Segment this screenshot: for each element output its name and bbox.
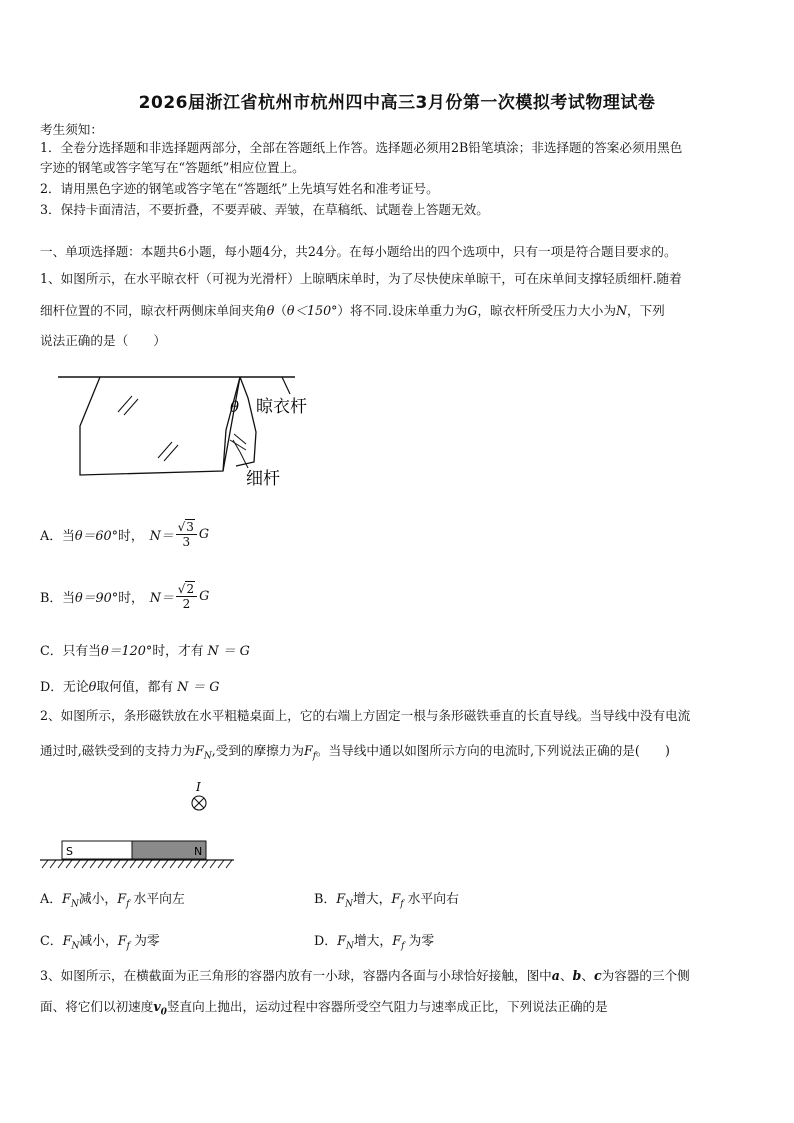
q2-option-a[interactable] (40, 888, 185, 910)
q1-option-c[interactable] (40, 640, 250, 659)
option-equation: N ＝ G (177, 680, 220, 695)
option-text: 取何值，都有 (96, 680, 174, 695)
q1-line-2 (40, 302, 665, 320)
option-text: 为零 (134, 934, 160, 949)
symbol-G: G (198, 526, 210, 542)
q1-text: （ (274, 303, 287, 318)
south-label: S (66, 845, 73, 858)
option-equation: N＝ (149, 528, 174, 544)
q1-text: ，晾衣杆所受压力大小为 (477, 303, 616, 318)
q1-text: ）将不同.设床单重力为 (337, 303, 468, 318)
q2-line-2 (40, 742, 670, 766)
q1-line-3: 说法正确的是（ ） (40, 333, 166, 348)
q3-text: 竖直向上抛出，运动过程中容器所受空气阻力与速率成正比，下列说法正确的是 (166, 999, 608, 1014)
notice-item-1: 1．全卷分选择题和非选择题两部分，全部在答题纸上作答。选择题必须用2B铅笔填涂；非选择题的答案必须用黑色 (40, 140, 683, 155)
face-a: a (551, 968, 560, 983)
q1-option-d[interactable] (40, 676, 220, 695)
symbol-FN: $F_N$ (336, 892, 353, 910)
q3-text: 为容器的三个侧 (601, 968, 690, 983)
notice-item-2: 2．请用黑色字迹的钢笔或答字笔在“答题纸”上先填写姓名和准考证号。 (40, 181, 439, 196)
symbol-FN: $F_N$ (62, 892, 79, 910)
option-text: 减小， (78, 892, 118, 907)
symbol-FN: $F_N$ (195, 743, 212, 762)
option-condition: θ＝90° (75, 590, 119, 606)
option-text: 增大， (353, 934, 393, 949)
q1-text: ，下列 (626, 303, 665, 318)
theta-label: θ (230, 398, 240, 416)
option-text: 为零 (408, 934, 435, 949)
symbol-Ff: $F_f$ (392, 934, 405, 952)
q2-line-1: 2、如图所示，条形磁铁放在水平粗糙桌面上，它的右端上方固定一根与条形磁铁垂直的长直导线。当导线中没有电流 (40, 708, 691, 723)
q2-text: ,受到的摩擦力为 (211, 743, 304, 758)
denominator: 3 (182, 534, 191, 549)
symbol-FN: $F_N$ (337, 934, 354, 952)
page-title: 2026届浙江省杭州市杭州四中高三3月份第一次模拟考试物理试卷 (138, 93, 656, 113)
option-label: C．只有当 (40, 644, 101, 659)
face-b: b (572, 968, 582, 983)
option-text: 水平向右 (407, 892, 459, 907)
symbol-Ff: $F_f$ (117, 892, 130, 910)
bedsheet-left (80, 377, 240, 475)
fraction-sqrt2-over-2: $\frac{√2}{2}$ (176, 582, 197, 611)
radicand: 2 (186, 581, 195, 596)
q2-option-b[interactable] (314, 888, 459, 910)
option-text: 时， (118, 590, 144, 606)
fraction-sqrt3-over-3: $\frac{√3}{3}$ (176, 520, 197, 549)
option-text: 时，才有 (152, 644, 204, 659)
notice-heading: 考生须知： (40, 122, 103, 137)
option-label: A．当 (40, 528, 75, 544)
notice-item-1-cont: 字迹的钢笔或答字笔写在“答题纸”相应位置上。 (40, 160, 305, 175)
option-label: B． (314, 892, 337, 907)
q1-option-a[interactable] (40, 514, 209, 554)
q3-text: 面、将它们以初速度 (40, 999, 154, 1014)
q3-line-1: 3、如图所示，在横截面为正三角形的容器内放有一小球，容器内各面与小球恰好接触，图中a、b、c为容器的三个侧 (40, 968, 690, 983)
section-heading: 一、单项选择题：本题共6小题，每小题4分，共24分。在每小题给出的四个选项中，只有一项是符合题目要求的。 (40, 244, 677, 259)
symbol-Ff: $F_f$ (117, 934, 130, 952)
magnet-diagram (36, 778, 246, 873)
q2-text: 通过时,磁铁受到的支持力为 (40, 743, 196, 758)
symbol-Ff: $F_f$ (303, 743, 317, 762)
face-c: c (593, 968, 602, 983)
symbol-FN: $F_N$ (62, 934, 80, 952)
option-text: 减小， (79, 934, 118, 949)
symbol-G: G (467, 303, 478, 318)
thin-rod-label: 细杆 (246, 469, 280, 489)
symbol-G: G (199, 588, 210, 604)
option-text: 时， (118, 528, 144, 544)
option-label: A． (40, 892, 63, 907)
theta-limit: θ＜150° (286, 303, 338, 318)
theta-symbol: θ (88, 680, 97, 695)
option-text: 增大， (352, 892, 392, 907)
option-label: C． (40, 934, 63, 949)
north-label: N (194, 845, 203, 858)
q1-option-b[interactable] (40, 576, 209, 616)
rod-label: 晾衣杆 (256, 397, 307, 417)
option-text: 水平向左 (133, 892, 185, 907)
option-label: B．当 (40, 590, 75, 606)
theta-symbol: θ (266, 303, 275, 318)
q1-line-1: 1、如图所示，在水平晾衣杆（可视为光滑杆）上晾晒床单时，为了尽快使床单晾干，可在床单间支撑轻质细杆.随着 (40, 271, 682, 286)
option-label: D． (314, 934, 338, 949)
symbol-N: N (615, 303, 627, 318)
q3-text: 3、如图所示，在横截面为正三角形的容器内放有一小球，容器内各面与小球恰好接触，图中 (40, 968, 552, 983)
current-label: I (196, 780, 201, 794)
notice-item-3: 3．保持卡面清洁，不要折叠，不要弄破、弄皱，在草稿纸、试题卷上答题无效。 (40, 202, 489, 217)
bedsheet-right (223, 377, 256, 471)
q1-figure (50, 360, 330, 499)
q2-figure (36, 778, 246, 877)
q1-text: 细杆位置的不同，晾衣杆两侧床单间夹角 (40, 303, 267, 318)
clothesline-diagram (50, 360, 330, 495)
option-label: D．无论 (40, 680, 89, 695)
symbol-Ff: $F_f$ (391, 892, 404, 910)
q2-option-c[interactable] (40, 930, 160, 952)
symbol-v0: $v_0$ (153, 999, 167, 1018)
radicand: 3 (186, 519, 194, 534)
q2-text: 。当导线中通以如图所示方向的电流时,下列说法正确的是( ) (316, 743, 670, 758)
denominator: 2 (182, 596, 191, 611)
option-equation: N＝ (149, 590, 174, 606)
option-equation: N ＝ G (207, 644, 250, 659)
option-condition: θ＝60° (74, 528, 119, 544)
table-hatching (42, 860, 232, 868)
q3-line-2 (40, 998, 608, 1022)
q2-option-d[interactable] (314, 930, 434, 952)
option-condition: θ＝120° (100, 644, 153, 659)
